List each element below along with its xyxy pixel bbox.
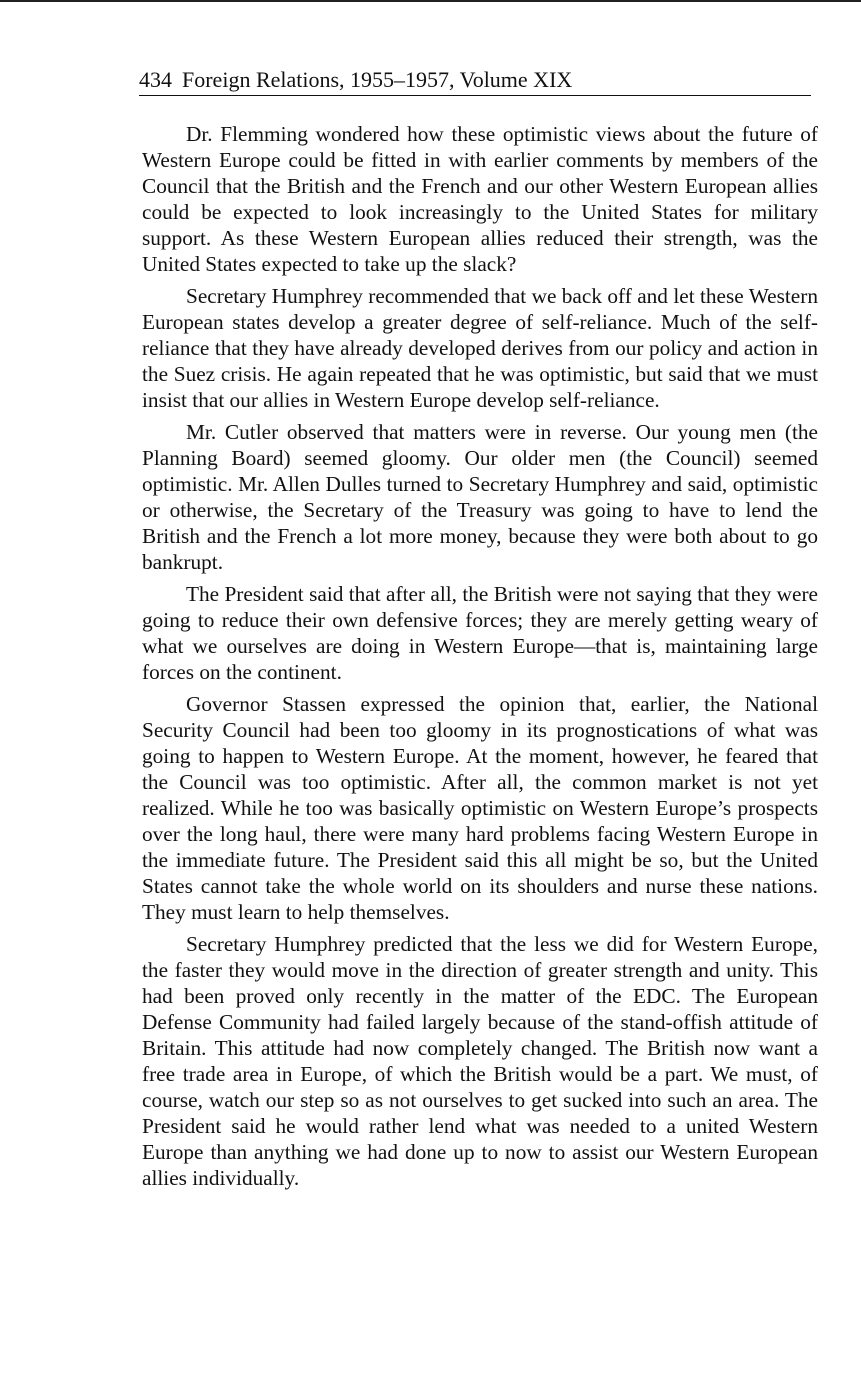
paragraph-president-british: The President said that after all, the British were not saying that they were going to reduce their own defensive forces; they are merely getting weary of what we ourselves are doing in Western Europe—that is, maintaining large forces on the continent. bbox=[142, 582, 818, 684]
paragraph-flemming: Dr. Flemming wondered how these optimistic views about the future of Western Europe could be fitted in with earlier comments by members of the Council that the British and the French and our other Western European allies could be expected to look increasingly to the United States for military support. As these Western European allies reduced their strength, was the United States expected to take up the slack? bbox=[142, 122, 818, 276]
volume-title: Foreign Relations, 1955–1957, Volume XIX bbox=[182, 67, 573, 92]
page-number: 434 bbox=[139, 67, 172, 92]
page-top-rule bbox=[0, 0, 861, 2]
paragraph-humphrey-self-reliance: Secretary Humphrey recommended that we back off and let these Western European states develop a greater degree of self-reliance. Much of the self-reliance that they have already developed derives from our policy and action in the Suez crisis. He again repeated that he was optimistic, but said that we must insist that our allies in Western Europe develop self-reliance. bbox=[142, 284, 818, 412]
paragraph-stassen: Governor Stassen expressed the opinion that, earlier, the National Security Council had been too gloomy in its prognostications of what was going to happen to Western Europe. At the moment, however, he feared that the Council was too optimistic. After all, the common market is not yet realized. While he too was basically optimistic on Western Europe’s prospects over the long haul, there were many hard problems facing Western Europe in the immediate future. The President said this all might be so, but the United States cannot take the whole world on its shoulders and nurse these nations. They must learn to help themselves. bbox=[142, 692, 818, 924]
body-text bbox=[142, 121, 818, 1197]
paragraph-cutler: Mr. Cutler observed that matters were in reverse. Our young men (the Planning Board) seemed gloomy. Our older men (the Council) seemed optimistic. Mr. Allen Dulles turned to Secretary Humphrey and said, optimistic or otherwise, the Secretary of the Treasury was going to have to lend the British and the French a lot more money, because they were both about to go bankrupt. bbox=[142, 420, 818, 574]
running-head bbox=[139, 66, 811, 96]
paragraph-humphrey-prediction: Secretary Humphrey predicted that the less we did for Western Europe, the faster they would move in the direction of greater strength and unity. This had been proved only recently in the matter of the EDC. The European Defense Community had failed largely because of the stand-offish attitude of Britain. This attitude had now completely changed. The British now want a free trade area in Europe, of which the British would be a part. We must, of course, watch our step so as not ourselves to get sucked into such an area. The President said he would rather lend what was needed to a united Western Europe than anything we had done up to now to assist our Western European allies individually. bbox=[142, 932, 818, 1190]
